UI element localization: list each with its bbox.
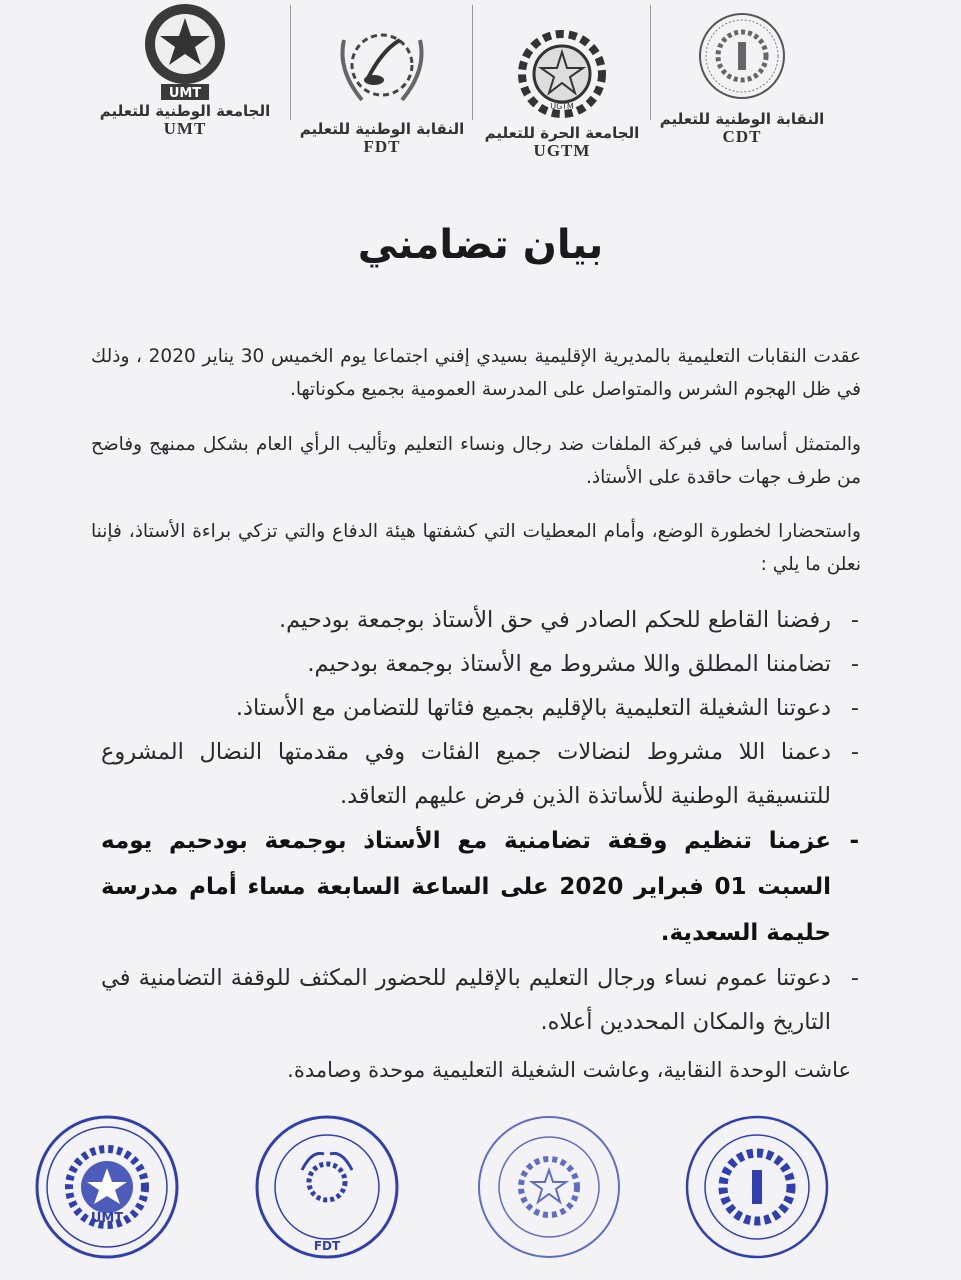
union-name: الجامعة الوطنية للتعليم: [99, 102, 271, 120]
list-item: - رفضنا القاطع للحكم الصادر في حق الأستاذ بوجمعة بودحيم.: [278, 607, 859, 633]
union-ugtm: [472, 22, 652, 160]
closing-statement: عاشت الوحدة النقابية، وعاشت الشغيلة التعليمية موحدة وصامدة.: [287, 1058, 851, 1082]
list-item-highlighted: - عزمنا تنظيم وقفة تضامنية مع الأستاذ بوجمعة بودحيم يومه السبت 01 فبراير 2020 على الساعة السابعة مساء أمام مدرسة حليمة السعدية.: [101, 828, 859, 946]
paragraph-3: واستحضارا لخطورة الوضع، وأمام المعطيات التي كشفتها هيئة الدفاع والتي تزكي براءة الأستاذ، فإننا نعلن ما يلي :: [91, 521, 861, 575]
ugtm-logo-icon: [502, 24, 622, 124]
union-abbr: CDT: [722, 127, 762, 146]
union-abbr: UGTM: [533, 141, 591, 160]
svg-text:UGTM: UGTM: [550, 102, 574, 111]
paragraph-2: والمتمثل أساسا في فبركة الملفات ضد رجال ونساء التعليم وتأليب الرأي العام بشكل ممنهج وفاضح من طرف جهات حاقدة على الأستاذ.: [91, 434, 861, 488]
svg-text:FDT: FDT: [313, 1239, 341, 1253]
union-fdt: [292, 18, 472, 156]
umt-logo-icon: [125, 2, 245, 102]
union-name: الجامعة الحرة للتعليم: [484, 124, 640, 142]
list-item: - دعوتنا عموم نساء ورجال التعليم بالإقليم للحضور المكثف للوقفة التضامنية في التاريخ والمكان المحددين أعلاه.: [101, 965, 859, 1035]
list-item: - دعوتنا الشغيلة التعليمية بالإقليم بجميع فئاتها للتضامن مع الأستاذ.: [235, 695, 859, 721]
divider: [290, 5, 291, 120]
fdt-logo-icon: [322, 20, 442, 120]
cdt-logo-icon: [682, 10, 802, 110]
declaration-list: [101, 598, 861, 1044]
fdt-stamp-icon: [252, 1110, 402, 1265]
union-umt: [95, 0, 275, 138]
divider: [650, 5, 651, 120]
union-cdt: [652, 8, 832, 146]
svg-text:UMT: UMT: [168, 86, 202, 101]
svg-text:UMT: UMT: [90, 1211, 124, 1226]
union-abbr: UMT: [163, 119, 207, 138]
union-name: النقابة الوطنية للتعليم: [659, 110, 825, 128]
union-abbr: FDT: [363, 137, 401, 156]
document-title: بيان تضامني: [357, 222, 604, 268]
ugtm-stamp-icon: [474, 1110, 624, 1265]
list-item: - تضامننا المطلق واللا مشروط مع الأستاذ بوجمعة بودحيم.: [307, 651, 859, 677]
cdt-stamp-icon: [682, 1110, 832, 1265]
union-name: النقابة الوطنية للتعليم: [299, 120, 465, 138]
letterhead: [0, 0, 961, 170]
paragraph-1: عقدت النقابات التعليمية بالمديرية الإقليمية بسيدي إفني اجتماعا يوم الخميس 30 يناير 2020 ، وذلك في ظل الهجوم الشرس والمتواصل على المدرسة العمومية بجميع مكوناتها.: [91, 346, 861, 400]
umt-stamp-icon: [32, 1110, 182, 1265]
list-item: - دعمنا اللا مشروط لنضالات جميع الفئات وفي مقدمتها النضال المشروع للتنسيقية الوطنية للأساتذة الذين فرض عليهم التعاقد.: [101, 739, 859, 809]
